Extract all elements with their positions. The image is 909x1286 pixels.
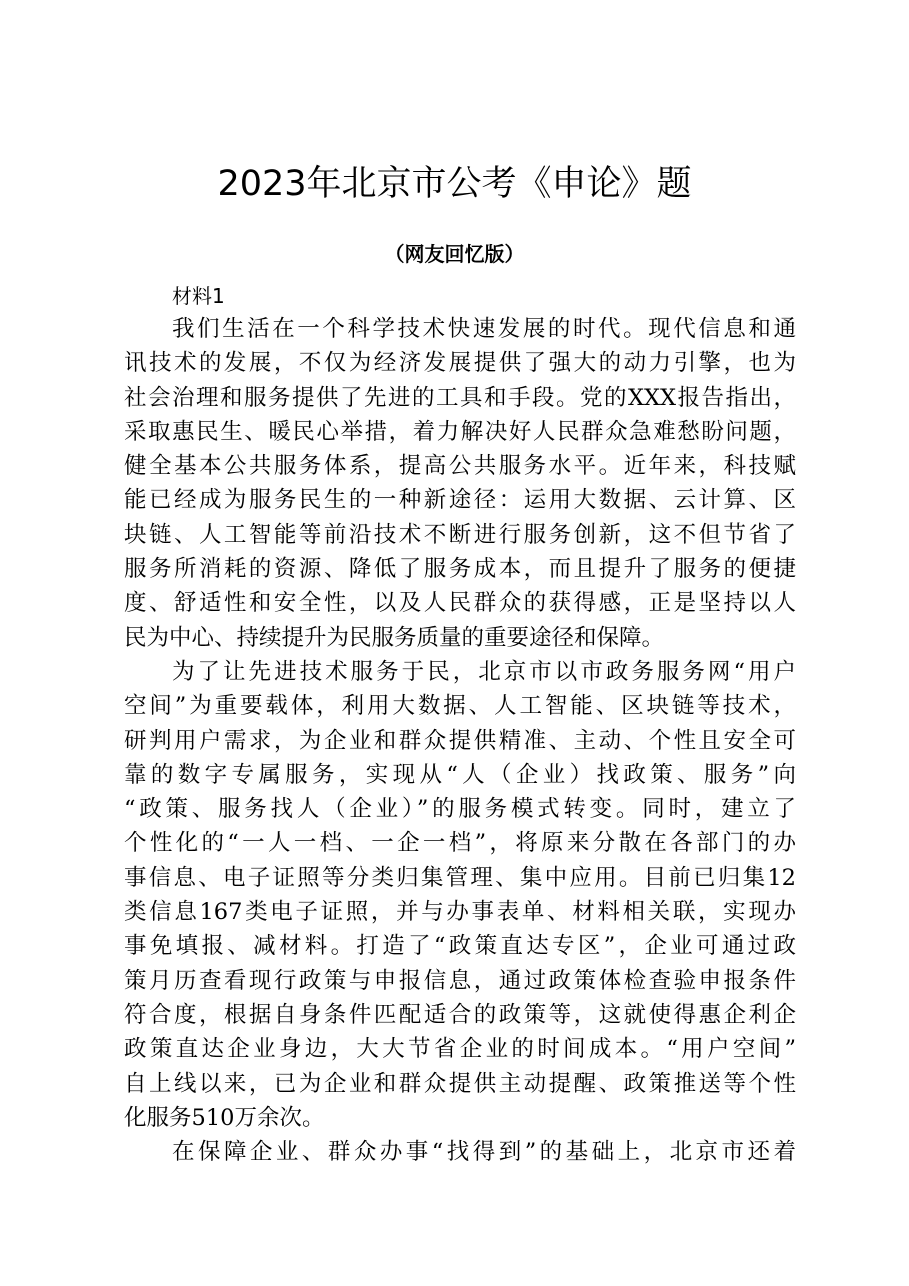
text-line: 研判用户需求，为企业和群众提供精准、主动、个性且安全可 <box>124 727 796 754</box>
paragraph <box>124 1135 796 1169</box>
text-line: 政策直达企业身边，大大节省企业的时间成本。“用户空间” <box>124 1036 796 1063</box>
text-line: 个性化的“一人一档、一企一档”，将原来分散在各部门的办 <box>124 830 796 857</box>
text-line: 靠的数字专属服务，实现从“人（企业）找政策、服务”向 <box>124 761 796 788</box>
text-line: 事免填报、减材料。打造了“政策直达专区”，企业可通过政 <box>124 933 796 960</box>
text-line: 能已经成为服务民生的一种新途径：运用大数据、云计算、区 <box>124 487 796 514</box>
text-line: 民为中心、持续提升为民服务质量的重要途径和保障。 <box>124 624 665 651</box>
text-line: 自上线以来，已为企业和群众提供主动提醒、政策推送等个性 <box>124 1070 796 1097</box>
section-label: 材料1 <box>172 284 225 308</box>
text-line: “政策、服务找人（企业）”的服务模式转变。同时，建立了 <box>124 796 796 823</box>
text-line: 度、舒适性和安全性，以及人民群众的获得感，正是坚持以人 <box>124 590 796 617</box>
text-line: 事信息、电子证照等分类归集管理、集中应用。目前已归集12 <box>124 864 796 891</box>
paragraph <box>124 655 796 1135</box>
text-line: 服务所消耗的资源、降低了服务成本，而且提升了服务的便捷 <box>124 556 796 583</box>
text-line: 社会治理和服务提供了先进的工具和手段。党的XXX报告指出， <box>124 384 796 411</box>
text-line: 策月历查看现行政策与申报信息，通过政策体检查验申报条件 <box>124 967 796 994</box>
text-line: 为了让先进技术服务于民，北京市以市政务服务网“用户 <box>172 658 796 685</box>
text-line: 我们生活在一个科学技术快速发展的时代。现代信息和通 <box>172 316 796 342</box>
document-subtitle: （网友回忆版） <box>384 242 525 266</box>
document-title: 2023年北京市公考《申论》题 <box>217 164 692 204</box>
body-text <box>124 312 796 1169</box>
text-line: 符合度，根据自身条件匹配适合的政策等，这就使得惠企利企 <box>124 1001 796 1028</box>
paragraph <box>124 312 796 655</box>
text-line: 健全基本公共服务体系，提高公共服务水平。近年来，科技赋 <box>124 453 796 480</box>
text-line: 类信息167类电子证照，并与办事表单、材料相关联，实现办 <box>124 899 796 926</box>
text-line: 讯技术的发展，不仅为经济发展提供了强大的动力引擎，也为 <box>124 350 796 377</box>
text-line: 空间”为重要载体，利用大数据、人工智能、区块链等技术， <box>124 693 796 720</box>
text-line: 采取惠民生、暖民心举措，着力解决好人民群众急难愁盼问题， <box>124 418 796 445</box>
text-line: 块链、人工智能等前沿技术不断进行服务创新，这不但节省了 <box>124 521 796 548</box>
text-line: 在保障企业、群众办事“找得到”的基础上，北京市还着 <box>172 1139 796 1166</box>
text-line: 化服务510万余次。 <box>124 1104 325 1131</box>
